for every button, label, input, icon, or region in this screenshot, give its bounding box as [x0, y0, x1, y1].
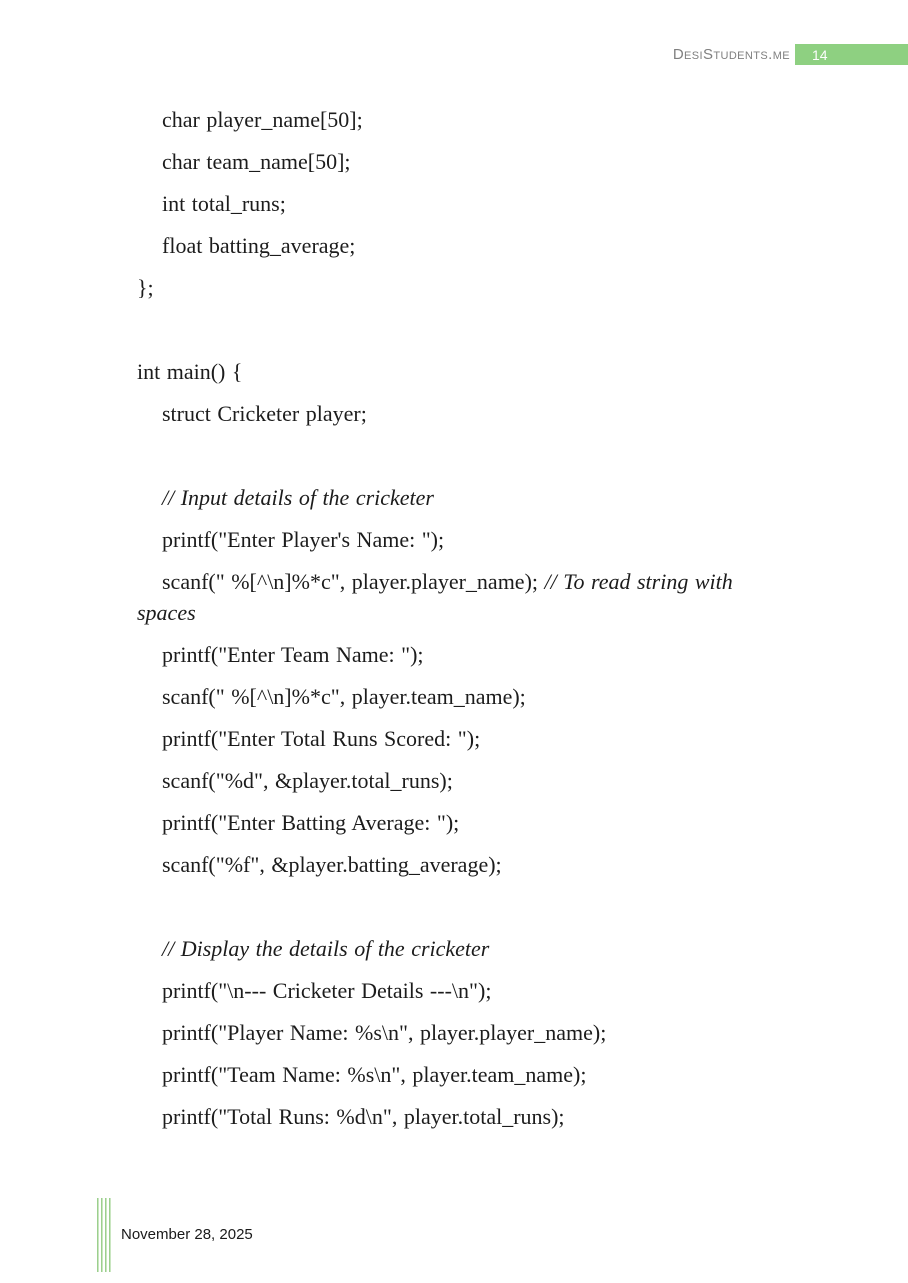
code-line — [137, 1101, 795, 1132]
blank-line — [137, 440, 795, 471]
code-text: }; — [137, 275, 154, 300]
code-line — [137, 1017, 795, 1048]
code-line — [137, 146, 795, 177]
code-line — [137, 524, 795, 555]
code-text: printf("Player Name: %s\n", player.player_name); — [162, 1020, 607, 1045]
code-line — [137, 398, 795, 429]
footer-stripe-decoration — [97, 1198, 111, 1272]
code-line — [137, 272, 795, 303]
code-line — [137, 975, 795, 1006]
blank-line — [137, 891, 795, 922]
site-name-label: DesiStudents.me — [672, 46, 790, 63]
code-text: char team_name[50]; — [162, 149, 351, 174]
code-text: printf("\n--- Cricketer Details ---\n"); — [162, 978, 492, 1003]
code-line — [137, 933, 795, 964]
code-line — [137, 230, 795, 261]
code-line — [137, 765, 795, 796]
code-text: scanf(" %[^\n]%*c", player.player_name); — [162, 569, 545, 594]
code-line — [137, 356, 795, 387]
code-comment: // To read string with spaces — [137, 569, 733, 625]
code-comment: // Display the details of the cricketer — [162, 936, 490, 961]
code-line — [137, 681, 795, 712]
code-line — [137, 723, 795, 754]
code-line — [137, 188, 795, 219]
code-line — [137, 849, 795, 880]
code-text: printf("Enter Team Name: "); — [162, 642, 424, 667]
code-text: scanf("%d", &player.total_runs); — [162, 768, 453, 793]
blank-line — [137, 314, 795, 345]
code-line — [137, 104, 795, 135]
code-text: float batting_average; — [162, 233, 356, 258]
code-text: printf("Team Name: %s\n", player.team_name); — [162, 1062, 587, 1087]
code-text: int main() { — [137, 359, 243, 384]
code-text: int total_runs; — [162, 191, 286, 216]
code-text: printf("Enter Batting Average: "); — [162, 810, 460, 835]
code-text: struct Cricketer player; — [162, 401, 367, 426]
code-line — [137, 1059, 795, 1090]
code-line — [137, 639, 795, 670]
footer-date: November 28, 2025 — [121, 1226, 253, 1243]
code-line — [137, 807, 795, 838]
page-number: 14 — [812, 46, 828, 63]
code-line — [137, 566, 795, 628]
code-text: printf("Enter Player's Name: "); — [162, 527, 445, 552]
code-text: printf("Total Runs: %d\n", player.total_runs); — [162, 1104, 565, 1129]
code-text: char player_name[50]; — [162, 107, 363, 132]
code-block — [137, 104, 795, 1143]
code-line — [137, 482, 795, 513]
code-text: printf("Enter Total Runs Scored: "); — [162, 726, 481, 751]
code-text: scanf("%f", &player.batting_average); — [162, 852, 502, 877]
code-text: scanf(" %[^\n]%*c", player.team_name); — [162, 684, 526, 709]
code-comment: // Input details of the cricketer — [162, 485, 434, 510]
page-number-bar — [795, 44, 908, 65]
